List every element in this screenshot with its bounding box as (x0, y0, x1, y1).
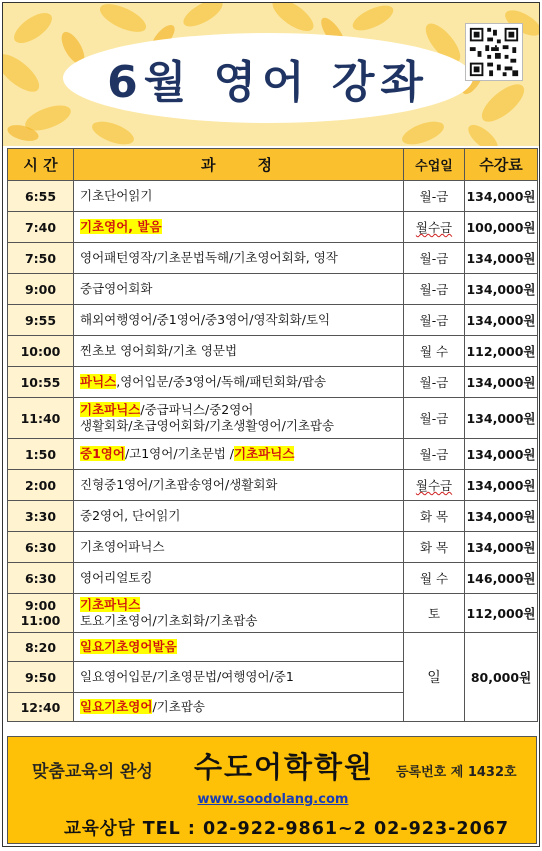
course-line (80, 613, 403, 629)
course-text: 찐초보 영어회화/기초 영문법 (80, 343, 238, 358)
row-time: 2:00 (8, 470, 74, 501)
course-text: 진형중1영어/기초팝송영어/생활회화 (80, 477, 278, 492)
row-time: 7:50 (8, 243, 74, 274)
course-text: 일요영어입문/기초영문법/여행영어/중1 (80, 669, 294, 684)
row-course (74, 532, 404, 563)
course-line (80, 539, 403, 555)
row-course (74, 274, 404, 305)
course-line (80, 343, 403, 359)
table-row (8, 212, 538, 243)
row-fee: 134,000원 (465, 501, 538, 532)
row-course (74, 563, 404, 594)
phone-number: 교육상담 TEL : 02-922-9861~2 02-923-2067 (64, 819, 510, 839)
course-line (80, 597, 403, 613)
course-line (80, 639, 403, 655)
row-fee: 134,000원 (465, 367, 538, 398)
qr-code-icon (465, 23, 523, 81)
row-days: 월-금 (404, 181, 465, 212)
row-fee: 134,000원 (465, 532, 538, 563)
course-text: /고1영어/기초문법 / (124, 446, 235, 461)
row-course (74, 398, 404, 439)
highlighted-course-text: 기초파닉스 (234, 446, 295, 461)
row-course (74, 336, 404, 367)
row-course (74, 305, 404, 336)
row-days: 월-금 (404, 398, 465, 439)
row-days: 일 (404, 633, 465, 722)
course-text: 영어패턴영작/기초문법독해/기초영어회화, 영작 (80, 250, 338, 265)
row-time: 9:00 (8, 274, 74, 305)
row-time: 12:40 (8, 693, 74, 722)
row-course (74, 693, 404, 722)
course-text: 중2영어, 단어읽기 (80, 508, 181, 523)
course-line (80, 669, 403, 685)
course-line (80, 281, 403, 297)
table-row (8, 336, 538, 367)
table-row (8, 181, 538, 212)
row-course (74, 594, 404, 633)
row-days: 월-금 (404, 439, 465, 470)
column-header-course: 과 정 (74, 149, 404, 181)
registration-number: 등록번호 제 1432호 (396, 765, 517, 780)
schedule-table (7, 148, 538, 722)
course-line (80, 312, 403, 328)
row-fee: 80,000원 (465, 633, 538, 722)
row-time: 6:30 (8, 563, 74, 594)
column-header-days: 수업일 (404, 149, 465, 181)
row-time: 7:40 (8, 212, 74, 243)
row-days: 화 목 (404, 501, 465, 532)
slogan: 맞춤교육의 완성 (32, 762, 153, 782)
course-line (80, 402, 403, 418)
highlighted-course-text: 기초파닉스 (80, 402, 141, 417)
course-line (80, 418, 403, 434)
row-time: 8:20 (8, 633, 74, 662)
row-days: 월-금 (404, 305, 465, 336)
course-line (80, 219, 403, 235)
row-fee: 100,000원 (465, 212, 538, 243)
course-line (80, 699, 403, 715)
highlighted-course-text: 기초영어, 발음 (80, 219, 162, 234)
row-course (74, 439, 404, 470)
course-line (80, 477, 403, 493)
row-course (74, 501, 404, 532)
table-header-row (8, 149, 538, 181)
row-fee: 134,000원 (465, 470, 538, 501)
row-days: 월-금 (404, 274, 465, 305)
row-days: 월 수 (404, 563, 465, 594)
row-fee: 134,000원 (465, 305, 538, 336)
flyer (2, 2, 540, 847)
row-time: 3:30 (8, 501, 74, 532)
page-title: 6월 영어 강좌 (107, 57, 429, 108)
footer-banner (7, 736, 537, 844)
course-text: /중급파닉스/중2영어 (140, 402, 254, 417)
schedule-body (8, 181, 538, 722)
row-time: 10:55 (8, 367, 74, 398)
table-row (8, 470, 538, 501)
row-fee: 112,000원 (465, 594, 538, 633)
course-line (80, 508, 403, 524)
table-row (8, 594, 538, 633)
course-line (80, 374, 403, 390)
row-course (74, 212, 404, 243)
course-line (80, 446, 403, 462)
course-text: 토요기초영어/기초회화/기초팝송 (80, 613, 258, 628)
row-course (74, 662, 404, 693)
website-link[interactable]: www.soodolang.com (197, 792, 349, 807)
course-text: 생활회화/초급영어회화/기초생활영어/기초팝송 (80, 418, 335, 433)
row-time: 9:50 (8, 662, 74, 693)
table-row (8, 501, 538, 532)
row-course (74, 367, 404, 398)
row-fee: 134,000원 (465, 243, 538, 274)
column-header-time: 시 간 (8, 149, 74, 181)
table-row (8, 439, 538, 470)
table-row (8, 532, 538, 563)
course-text: ,영어입문/중3영어/독해/패턴회화/팝송 (116, 374, 327, 389)
highlighted-course-text: 파닉스 (80, 374, 117, 389)
table-row (8, 243, 538, 274)
row-days: 월수금 (404, 212, 465, 243)
row-time: 9:00 11:00 (8, 594, 74, 633)
row-course (74, 243, 404, 274)
course-text: 기초단어읽기 (80, 188, 153, 203)
course-line (80, 250, 403, 266)
row-time: 6:30 (8, 532, 74, 563)
row-fee: 134,000원 (465, 274, 538, 305)
table-row (8, 274, 538, 305)
header-banner (3, 3, 539, 146)
highlighted-course-text: 중1영어 (80, 446, 125, 461)
table-row (8, 633, 538, 662)
row-days: 토 (404, 594, 465, 633)
row-fee: 112,000원 (465, 336, 538, 367)
row-days: 월수금 (404, 470, 465, 501)
table-row (8, 563, 538, 594)
column-header-fee: 수강료 (465, 149, 538, 181)
row-days: 월-금 (404, 243, 465, 274)
course-text: 영어리얼토킹 (80, 570, 153, 585)
row-course (74, 470, 404, 501)
row-time: 9:55 (8, 305, 74, 336)
row-fee: 134,000원 (465, 398, 538, 439)
row-fee: 146,000원 (465, 563, 538, 594)
row-days: 월 수 (404, 336, 465, 367)
course-text: 해외여행영어/중1영어/중3영어/영작회화/토익 (80, 312, 331, 327)
row-fee: 134,000원 (465, 181, 538, 212)
highlighted-course-text: 기초파닉스 (80, 597, 141, 612)
row-course (74, 633, 404, 662)
row-fee: 134,000원 (465, 439, 538, 470)
highlighted-course-text: 일요기초영어 (80, 699, 153, 714)
row-time: 11:40 (8, 398, 74, 439)
row-time: 6:55 (8, 181, 74, 212)
row-time: 1:50 (8, 439, 74, 470)
table-row (8, 305, 538, 336)
course-line (80, 570, 403, 586)
highlighted-course-text: 일요기초영어발음 (80, 639, 177, 654)
course-text: 중급영어회화 (80, 281, 153, 296)
row-course (74, 181, 404, 212)
course-text: 기초영어파닉스 (80, 539, 165, 554)
row-time: 10:00 (8, 336, 74, 367)
course-line (80, 188, 403, 204)
course-text: /기초팝송 (152, 699, 205, 714)
table-row (8, 398, 538, 439)
row-days: 월-금 (404, 367, 465, 398)
table-row (8, 367, 538, 398)
academy-name: 수도어학학원 (194, 750, 375, 784)
row-days: 화 목 (404, 532, 465, 563)
